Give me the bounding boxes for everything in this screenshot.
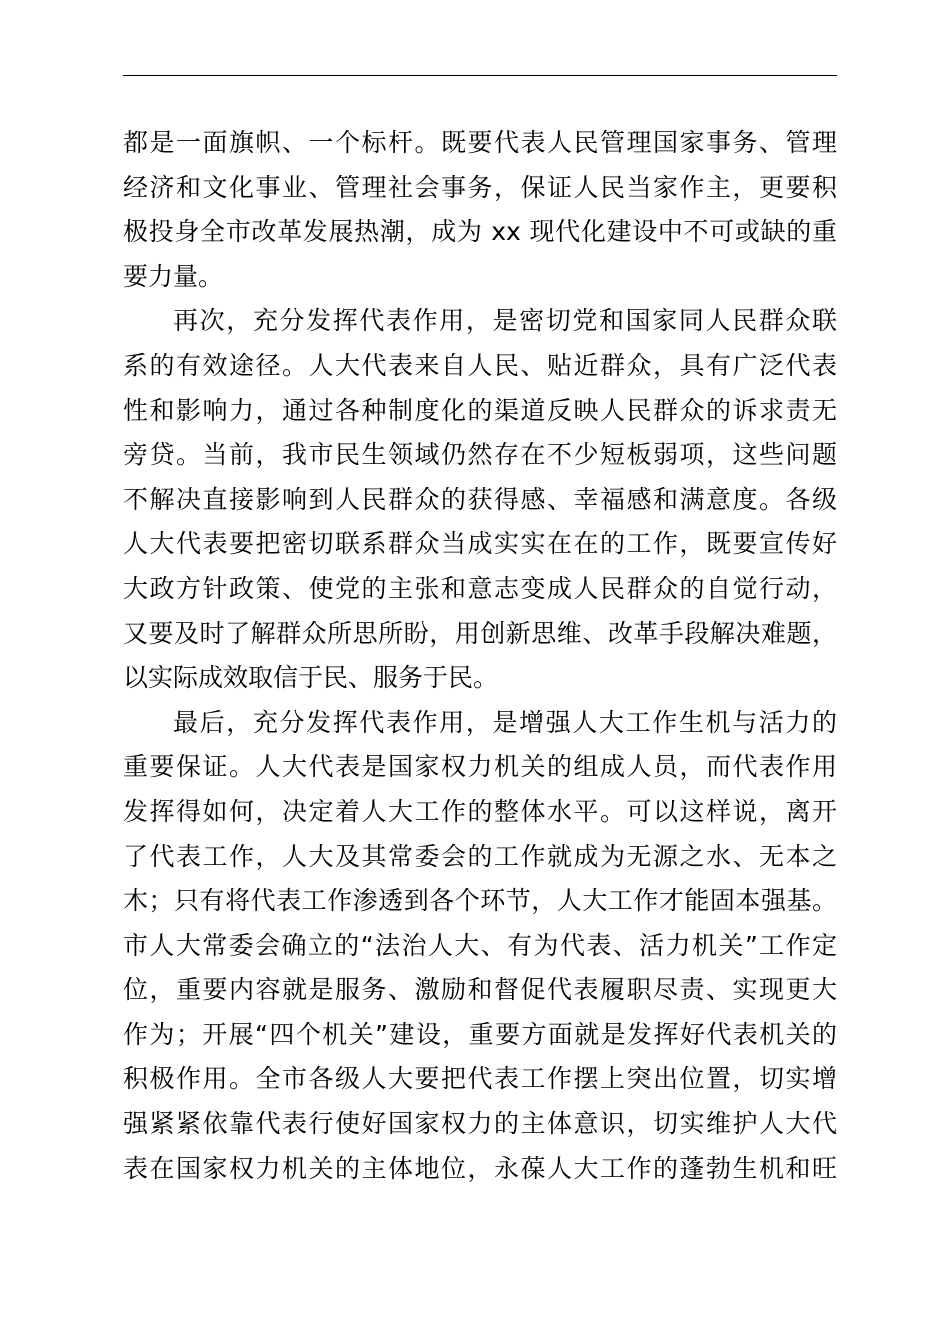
text-line: 不解决直接影响到人民群众的获得感、幸福感和满意度。各级	[123, 484, 837, 514]
text-line: 经济和文化事业、管理社会事务，保证人民当家作主，更要积	[123, 172, 837, 202]
text-line: 积极作用。全市各级人大要把代表工作摆上突出位置，切实增	[123, 1064, 837, 1094]
text-line: 再次，充分发挥代表作用，是密切党和国家同人民群众联	[173, 306, 837, 336]
text-line: 表在国家权力机关的主体地位，永葆人大工作的蓬勃生机和旺	[123, 1153, 837, 1183]
text-line: 重要保证。人大代表是国家权力机关的组成人员，而代表作用	[123, 752, 837, 782]
text-line: 要力量。	[123, 261, 224, 291]
text-line: 位，重要内容就是服务、激励和督促代表履职尽责、实现更大	[123, 975, 837, 1005]
text-line: 作为；开展“四个机关”建设，重要方面就是发挥好代表机关的	[123, 1019, 837, 1049]
text-line: 市人大常委会确立的“法治人大、有为代表、活力机关”工作定	[123, 930, 837, 960]
text-line: 了代表工作，人大及其常委会的工作就成为无源之水、无本之	[123, 841, 837, 871]
text-line: 最后，充分发挥代表作用，是增强人大工作生机与活力的	[173, 707, 837, 737]
text-line: 大政方针政策、使党的主张和意志变成人民群众的自觉行动，	[123, 573, 837, 603]
document-body	[123, 121, 837, 1191]
text-line: 都是一面旗帜、一个标杆。既要代表人民管理国家事务、管理	[123, 128, 837, 157]
text-line: 以实际成效取信于民、服务于民。	[123, 663, 499, 693]
text-line: 发挥得如何，决定着人大工作的整体水平。可以这样说，离开	[123, 796, 837, 826]
text-line: 系的有效途径。人大代表来自人民、贴近群众，具有广泛代表	[123, 350, 837, 380]
text-line: 又要及时了解群众所思所盼，用创新思维、改革手段解决难题，	[123, 618, 837, 648]
text-line: 旁贷。当前，我市民生领域仍然存在不少短板弱项，这些问题	[123, 440, 837, 470]
text-line: 性和影响力，通过各种制度化的渠道反映人民群众的诉求责无	[123, 395, 837, 425]
text-line: 木；只有将代表工作渗透到各个环节，人大工作才能固本强基。	[123, 886, 837, 916]
text-line: 强紧紧依靠代表行使好国家权力的主体意识，切实维护人大代	[123, 1109, 837, 1139]
header-rule	[123, 75, 837, 76]
text-line: 极投身全市改革发展热潮，成为 xx 现代化建设中不可或缺的重	[123, 217, 837, 247]
text-line: 人大代表要把密切联系群众当成实实在在的工作，既要宣传好	[123, 529, 837, 559]
